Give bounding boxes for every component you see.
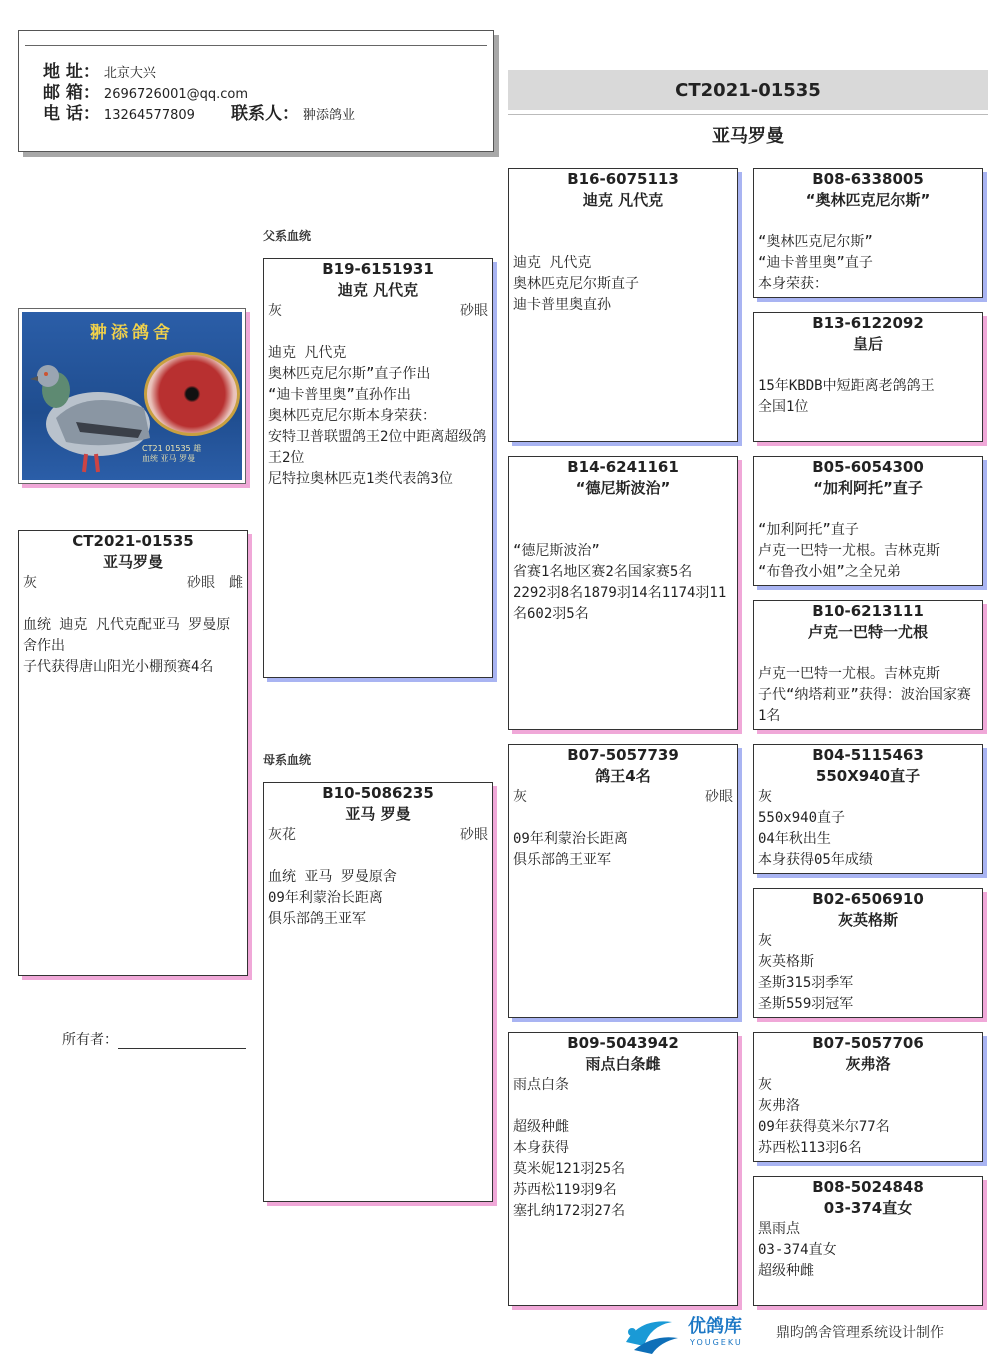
gp-ds-color: 灰 <box>513 789 527 805</box>
gp-sd-ring: B14-6241161 <box>567 458 679 476</box>
ggp-8-ring: B08-5024848 <box>812 1178 924 1196</box>
ggp-7-ring: B07-5057706 <box>812 1034 924 1052</box>
email-value[interactable]: 2696726001@qq.com <box>103 87 249 102</box>
footer-credit: 鼎昀鸽舍管理系统设计制作 <box>776 1325 944 1341</box>
header-ring-band: CT2021-01535 <box>508 70 988 110</box>
subject-sex: 雌 <box>229 575 243 591</box>
dam-ring: B10-5086235 <box>322 784 434 802</box>
ggp-4-name: 卢克一巴特一尤根 <box>807 623 928 641</box>
dam-desc: 血统 亚马 罗曼原舍 09年利蒙治长距离 俱乐部鸽王亚军 <box>268 869 397 927</box>
ggp-7-name: 灰弗洛 <box>845 1055 891 1073</box>
subject-meta <box>23 573 243 594</box>
ggp-3-desc: “加利阿托”直子 卢克一巴特一尤根。吉林克斯 “布鲁孜小姐”之全兄弟 <box>758 522 940 580</box>
footer-logo-sub: YOUGEKU <box>690 1338 743 1347</box>
ggp-6-name: 灰英格斯 <box>837 911 898 929</box>
dam-eye: 砂眼 <box>460 827 488 843</box>
ggp-card-7 <box>753 1032 983 1162</box>
ggp-4-desc: 卢克一巴特一尤根。吉林克斯 子代“纳塔莉亚”获得：波治国家赛1名 <box>758 666 971 724</box>
ggp-card-2 <box>753 312 983 442</box>
owner-line[interactable] <box>118 1034 246 1049</box>
footer-logo-text: 优鸽库 <box>688 1316 742 1337</box>
sire-ring: B19-6151931 <box>322 260 434 278</box>
ggp-5-desc: 灰 550x940直子 04年秋出生 本身获得05年成绩 <box>758 789 873 868</box>
ggp-4-ring: B10-6213111 <box>812 602 924 620</box>
gp-dd-name: 雨点白条雌 <box>585 1055 661 1073</box>
yougeku-logo-icon <box>620 1312 684 1356</box>
address-label: 地 址： <box>43 62 100 82</box>
pigeon-illustration <box>26 338 156 480</box>
contact-rule <box>25 45 487 46</box>
ggp-card-6 <box>753 888 983 1018</box>
ggp-2-desc: 15年KBDB中短距离老鸽鸽王 全国1位 <box>758 378 935 415</box>
phone-label: 电 话： <box>43 104 100 124</box>
subject-desc: 血统 迪克 凡代克配亚马 罗曼原舍作出 子代获得唐山阳光小棚预赛4名 <box>23 617 231 675</box>
gp-ds-desc: 09年利蒙治长距离 俱乐部鸽王亚军 <box>513 831 628 868</box>
contact-person-value: 翀添鸽业 <box>303 108 356 123</box>
ggp-3-name: “加利阿托”直子 <box>813 479 923 497</box>
gp-ds-eye: 砂眼 <box>705 789 733 805</box>
ggp-2-name: 皇后 <box>852 335 883 353</box>
ggp-7-desc: 灰 灰弗洛 09年获得莫米尔77名 苏西松113羽6名 <box>758 1077 890 1156</box>
granddam-maternal-card <box>508 1032 738 1306</box>
ggp-3-ring: B05-6054300 <box>812 458 924 476</box>
grandsire-paternal-card <box>508 168 738 442</box>
maternal-label: 母系血统 <box>263 753 312 767</box>
dam-name: 亚马 罗曼 <box>345 805 411 823</box>
grandsire-maternal-card <box>508 744 738 1018</box>
photo-caption <box>142 444 201 464</box>
subject-card <box>18 530 248 976</box>
gp-ds-meta <box>513 787 733 808</box>
gp-ss-name: 迪克 凡代克 <box>582 191 664 209</box>
granddam-paternal-card <box>508 456 738 730</box>
ggp-8-desc: 黑雨点 03-374直女 超级种雌 <box>758 1221 837 1279</box>
sire-color: 灰 <box>268 303 282 319</box>
gp-ss-desc: 迪克 凡代克 奥林匹克尼尔斯直子 迪卡普里奥直孙 <box>513 255 639 313</box>
dam-card <box>263 782 493 1202</box>
phone-value: 13264577809 <box>103 108 195 123</box>
header-bird-name: 亚马罗曼 <box>712 126 784 147</box>
sire-card <box>263 258 493 678</box>
gp-sd-name: “德尼斯波治” <box>575 479 671 497</box>
email-label: 邮 箱： <box>43 83 100 103</box>
ggp-5-ring: B04-5115463 <box>812 746 924 764</box>
pigeon-eye-inset <box>144 352 240 436</box>
ggp-8-name: 03-374直女 <box>823 1199 913 1217</box>
ggp-6-desc: 灰 灰英格斯 圣斯315羽季军 圣斯559羽冠军 <box>758 933 854 1012</box>
subject-color: 灰 <box>23 575 37 591</box>
ggp-5-name: 550X940直子 <box>815 767 921 785</box>
ggp-card-3 <box>753 456 983 586</box>
dam-color: 灰花 <box>268 827 296 843</box>
ggp-1-ring: B08-6338005 <box>812 170 924 188</box>
dam-meta <box>268 825 488 846</box>
ggp-6-ring: B02-6506910 <box>812 890 924 908</box>
contact-box <box>18 30 494 152</box>
gp-sd-desc: “德尼斯波治” 省赛1名地区赛2名国家赛5名 2292羽8名1879羽14名1174羽11名602羽5名 <box>513 543 727 622</box>
ggp-1-name: “奥林匹克尼尔斯” <box>805 191 931 209</box>
gp-ss-ring: B16-6075113 <box>567 170 679 188</box>
pigeon-photo <box>18 308 246 484</box>
gp-dd-desc: 雨点白条 超级种雌 本身获得 莫米妮121羽25名 苏西松119羽9名 塞扎纳172羽27名 <box>513 1077 626 1219</box>
sire-eye: 砂眼 <box>460 303 488 319</box>
sire-meta <box>268 301 488 322</box>
phone-row <box>43 99 195 124</box>
subject-name: 亚马罗曼 <box>102 553 163 571</box>
owner-label: 所有者： <box>62 1032 118 1048</box>
ggp-1-desc: “奥林匹克尼尔斯” “迪卡普里奥”直子 本身荣获： <box>758 234 873 292</box>
contact-person-label: 联系人： <box>231 104 299 124</box>
ggp-card-5 <box>753 744 983 874</box>
address-value: 北京大兴 <box>103 66 156 81</box>
ggp-card-1 <box>753 168 983 298</box>
photo-caption-line1: CT21 01535 雄 <box>142 444 202 453</box>
paternal-label: 父系血统 <box>263 229 312 243</box>
gp-ds-name: 鸽王4名 <box>595 767 651 785</box>
ggp-2-ring: B13-6122092 <box>812 314 924 332</box>
sire-desc: 迪克 凡代克 奥林匹克尼尔斯”直子作出 “迪卡普里奥”直孙作出 奥林匹克尼尔斯本身荣获： 安特卫普联盟鸽王2位中距离超级鸽王2位 尼特拉奥林匹克1类代表鸽3位 <box>268 345 487 487</box>
photo-caption-line2: 血统 亚马 罗曼 <box>142 454 196 463</box>
photo-image <box>22 312 242 480</box>
contact-person-row <box>231 99 355 124</box>
gp-dd-ring: B09-5043942 <box>567 1034 679 1052</box>
ggp-card-8 <box>753 1176 983 1306</box>
photo-banner-text: 翀添鸽舍 <box>90 323 174 343</box>
owner-field <box>62 1029 246 1049</box>
gp-ds-ring: B07-5057739 <box>567 746 679 764</box>
subject-eye: 砂眼 <box>187 575 215 591</box>
header-divider <box>508 114 988 115</box>
sire-name: 迪克 凡代克 <box>337 281 419 299</box>
ggp-card-4 <box>753 600 983 730</box>
subject-ring: CT2021-01535 <box>72 532 194 550</box>
